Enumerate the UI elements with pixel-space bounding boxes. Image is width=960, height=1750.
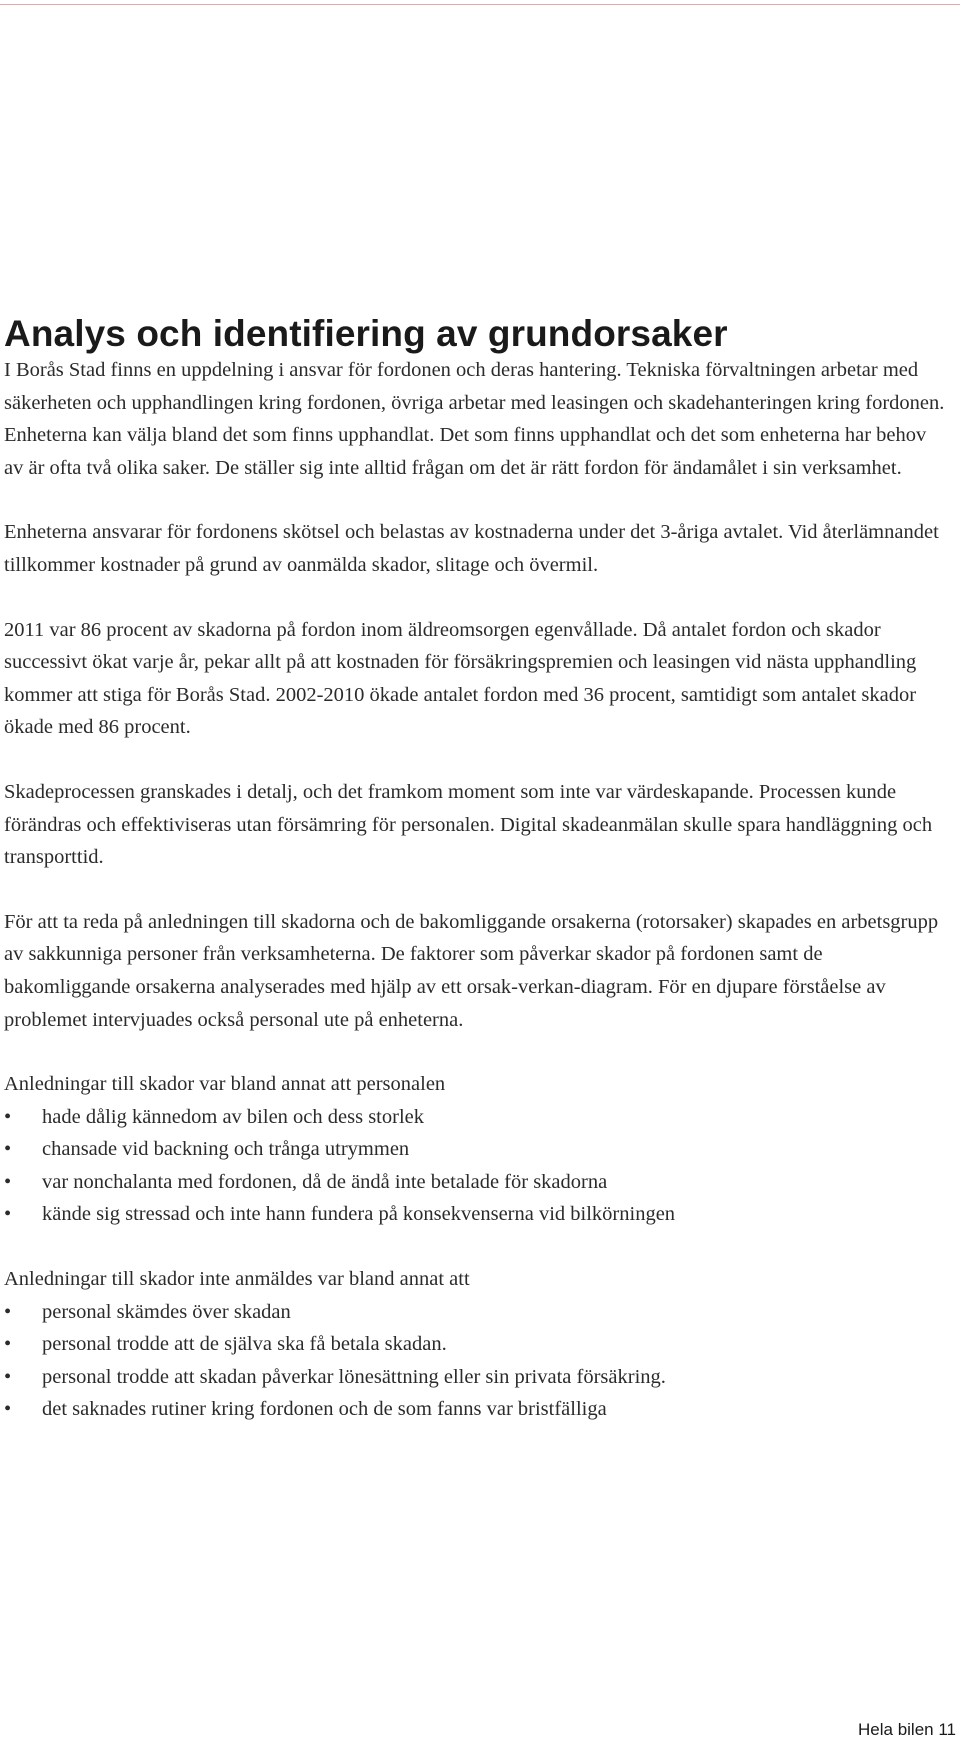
bullet-icon: • [4,1398,12,1421]
list-item: • chansade vid backning och trånga utrymmen [4,1133,948,1166]
list-item: • hade dålig kännedom av bilen och dess storlek [4,1101,948,1134]
paragraph-1: I Borås Stad finns en uppdelning i ansvar för fordonen och deras hantering. Tekniska förvaltningen arbetar med säkerheten och upphandlingen kring fordonen, övriga arbetar med leasingen och skadehanteringen kring fordonen. Enheterna kan välja bland det som finns upphandlat. Det som finns upphandlat och det som enheterna har behov av är ofta två olika saker. De ställer sig inte alltid frågan om det är rätt fordon för ändamålet i sin verksamhet. [4,359,945,479]
paragraph-2: Enheterna ansvarar för fordonens skötsel och belastas av kostnaderna under det 3-åriga avtalet. Vid återlämnandet tillkommer kostnader på grund av oanmälda skador, slitage och övermil. [4,521,939,576]
bullet-icon: • [4,1105,12,1128]
bullet-icon: • [4,1333,12,1356]
list-item: • personal skämdes över skadan [4,1296,948,1329]
list-item: • var nonchalanta med fordonen, då de ändå inte betalade för skadorna [4,1166,948,1199]
list-item: • personal trodde att skadan påverkar lönesättning eller sin privata försäkring. [4,1361,948,1394]
page-heading: Analys och identifiering av grundorsaker [4,313,728,354]
paragraph-3: 2011 var 86 procent av skadorna på fordon inom äldreomsorgen egenvållade. Då antalet fordon och skador successivt ökat varje år, pekar allt på att kostnaden för försäkringspremien och leasingen vid nästa upphandling kommer att stiga för Borås Stad. 2002-2010 ökade antalet fordon med 36 procent, samtidigt som antalet skador ökade med 86 procent. [4,618,917,739]
list-item: • det saknades rutiner kring fordonen och de som fanns var bristfälliga [4,1393,948,1426]
page-content [4,312,948,1458]
bullet-icon: • [4,1365,12,1388]
paragraph-5: För att ta reda på anledningen till skadorna och de bakomliggande orsakerna (rotorsaker) skapades en arbetsgrupp av sakkunniga personer från verksamheterna. De faktorer som påverkar skador på fordonen samt de bakomliggande orsakerna analyserades med hjälp av ett orsak-verkan-diagram. För en djupare förståelse av problemet intervjuades också personal ute på enheterna. [4,910,939,1031]
list-2-intro: Anledningar till skador inte anmäldes var bland annat att [4,1268,470,1291]
list-1 [4,1101,948,1231]
list-2 [4,1296,948,1426]
bullet-icon: • [4,1170,12,1193]
list-item: • kände sig stressad och inte hann fundera på konsekvenserna vid bilkörningen [4,1198,948,1231]
bullet-icon: • [4,1300,12,1323]
list-1-intro: Anledningar till skador var bland annat att personalen [4,1073,446,1096]
bullet-icon: • [4,1138,12,1161]
bullet-icon: • [4,1203,12,1226]
top-rule [0,4,960,5]
list-item: • personal trodde att de själva ska få betala skadan. [4,1328,948,1361]
page-footer: Hela bilen 11 [858,1720,956,1739]
paragraph-4: Skadeprocessen granskades i detalj, och det framkom moment som inte var värdeskapande. Processen kunde förändras och effektiviseras utan försämring för personalen. Digital skadeanmälan skulle spara handläggning och transporttid. [4,780,933,869]
